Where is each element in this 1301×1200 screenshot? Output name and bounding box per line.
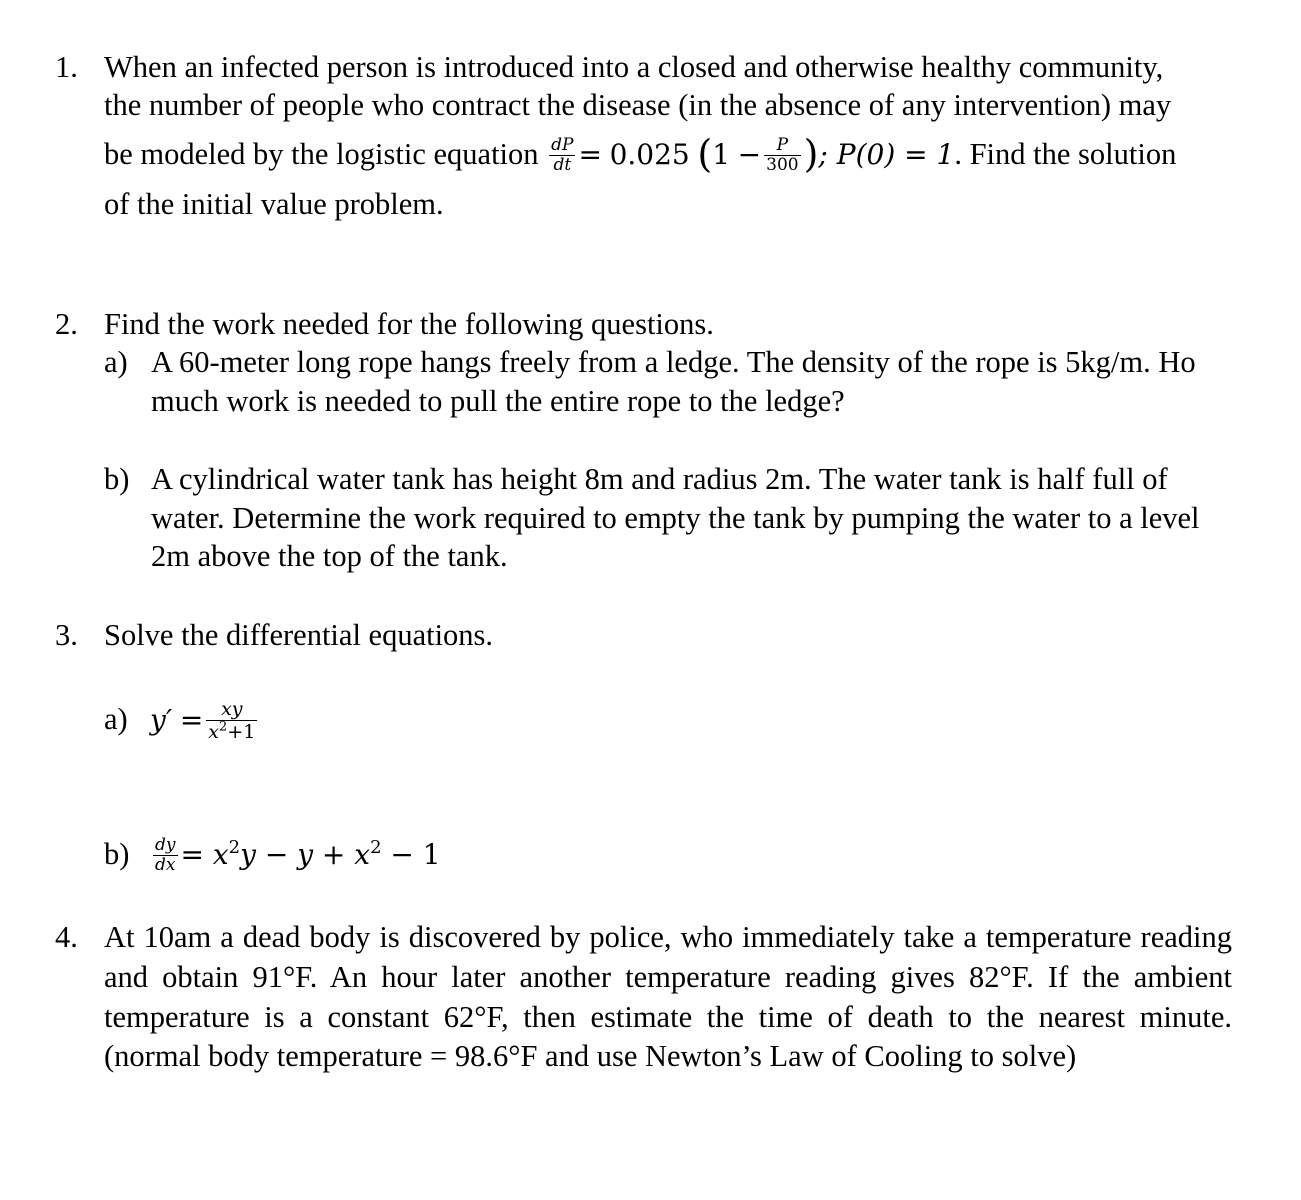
exponent: 2 xyxy=(228,836,241,858)
problem-text-line: (normal body temperature = 98.6°F and use Newton’s Law of Cooling to solve) xyxy=(104,1039,1077,1073)
problem-text-line-with-equation xyxy=(104,132,1177,177)
problem-text-line: When an infected person is introduced into a closed and otherwise healthy community, xyxy=(104,50,1164,84)
equation-part-a xyxy=(150,700,260,745)
part-text-line: A cylindrical water tank has height 8m and radius 2m. The water tank is half full of xyxy=(151,462,1168,496)
equals-sign: = xyxy=(179,703,204,737)
initial-condition: ; P(0) = 1 xyxy=(818,138,955,171)
problem-number: 1. xyxy=(55,50,78,84)
problem-text-line: temperature is a constant 62°F, then estimate the time of death to the nearest minute. xyxy=(104,1000,1232,1034)
part-text-line: A 60-meter long rope hangs freely from a ledge. The density of the rope is 5kg/m. Ho xyxy=(151,345,1196,379)
problem-text-line: the number of people who contract the disease (in the absence of any intervention) may xyxy=(104,88,1172,122)
part-label: a) xyxy=(104,345,128,379)
problem-intro: Find the work needed for the following questions. xyxy=(104,307,714,341)
problem-text-line: and obtain 91°F. An hour later another temperature reading gives 82°F. If the ambient xyxy=(104,960,1232,994)
rhs-part-3: − 1 xyxy=(381,838,441,871)
problem-intro: Solve the differential equations. xyxy=(104,618,494,652)
rhs-part-2: y − y + x xyxy=(240,838,371,871)
exponent: 2 xyxy=(370,836,382,858)
one: 1 xyxy=(712,138,731,171)
rhs-part-1: = x xyxy=(180,838,229,871)
part-label: a) xyxy=(104,702,128,736)
equation-tail-text: . Find the solution xyxy=(954,137,1177,171)
fraction-xy: $\frac{xy}{x^2+1}$ xyxy=(208,698,256,743)
equals-sign: = xyxy=(578,138,602,171)
fraction-dp-dt: $\frac{dP}{dt}$ xyxy=(551,134,574,175)
part-text-line: much work is needed to pull the entire rope to the ledge? xyxy=(151,384,845,418)
problem-number: 4. xyxy=(55,920,78,954)
minus-sign: − xyxy=(737,138,762,171)
open-paren: ( xyxy=(697,132,713,176)
close-paren: ) xyxy=(803,132,819,176)
part-label: b) xyxy=(104,837,130,871)
lhs-y-prime: y′ xyxy=(150,703,173,737)
problem-text-line: of the initial value problem. xyxy=(104,187,444,221)
problem-text-line: At 10am a dead body is discovered by police, who immediately take a temperature reading xyxy=(104,920,1232,954)
part-text-line: water. Determine the work required to empty the tank by pumping the water to a level xyxy=(151,501,1200,535)
fraction-p-300: $\frac{P}{300}$ xyxy=(766,134,799,175)
equation-lead-text: be modeled by the logistic equation xyxy=(104,137,539,171)
problem-number: 2. xyxy=(55,307,78,341)
part-text-line: 2m above the top of the tank. xyxy=(151,539,508,573)
part-label: b) xyxy=(104,462,130,496)
problem-number: 3. xyxy=(55,618,78,652)
fraction-dy-dx: $\frac{dy}{dx}$ xyxy=(155,834,176,875)
rate-constant: 0.025 xyxy=(609,138,690,171)
equation-part-b xyxy=(150,835,441,877)
